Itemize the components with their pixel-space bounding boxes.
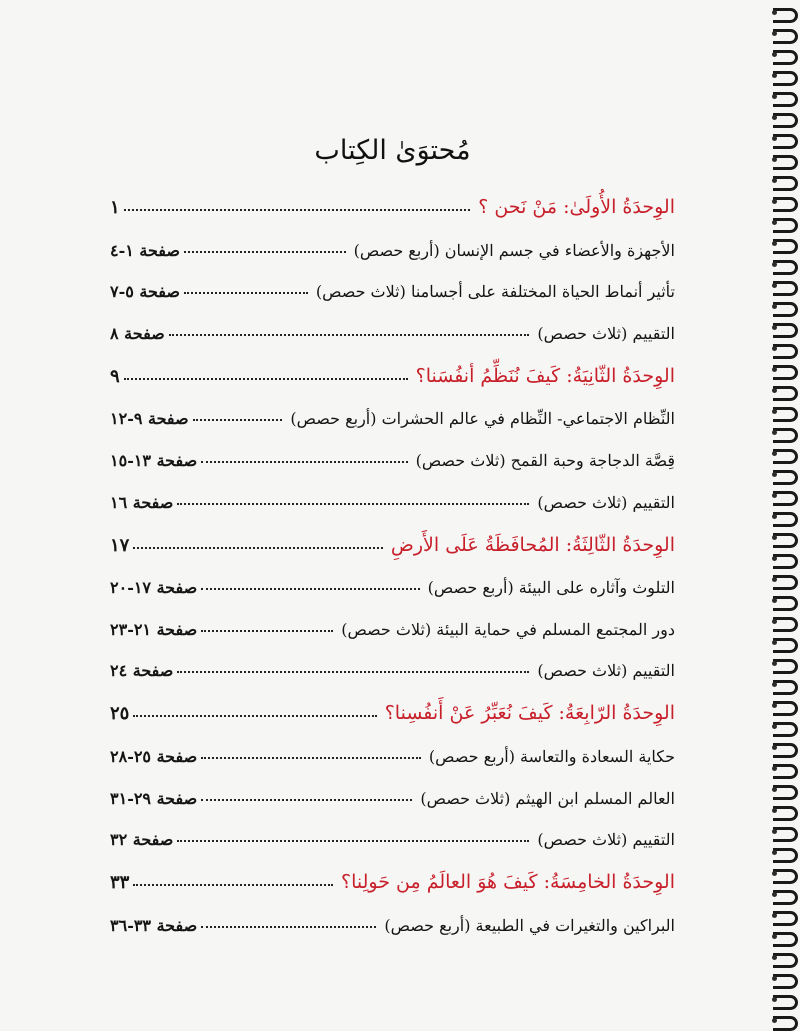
punch-hole — [772, 10, 777, 15]
coil-loop — [773, 512, 798, 527]
dot-leader — [184, 291, 308, 294]
coil-loop — [773, 827, 798, 842]
punch-hole — [772, 73, 777, 78]
coil-loop — [773, 428, 798, 443]
spiral-coil — [774, 153, 798, 167]
punch-hole — [772, 976, 777, 981]
dot-leader — [177, 839, 529, 842]
toc-entry-title: الوِحدَةُ الثّالِثَةُ: المُحافَظَةُ عَلَى الأَرضِ — [390, 533, 675, 556]
punch-hole — [772, 1018, 777, 1023]
spiral-coil — [774, 405, 798, 419]
punch-hole — [772, 913, 777, 918]
spiral-coil — [774, 489, 798, 503]
toc-lesson-entry[interactable] — [110, 260, 675, 302]
toc-page-number: ٣٣ — [110, 872, 130, 894]
spiral-coil — [774, 804, 798, 818]
toc-entry-title: التقييم (ثلاث حصص) — [537, 830, 675, 850]
toc-entry-title: التقييم (ثلاث حصص) — [537, 492, 675, 512]
punch-hole — [772, 451, 777, 456]
toc-entry-title: العالم المسلم ابن الهيثم (ثلاث حصص) — [420, 788, 675, 808]
punch-hole — [772, 934, 777, 939]
spiral-coil — [774, 195, 798, 209]
coil-loop — [773, 722, 798, 737]
toc-page-number: صفحة ١-٤ — [110, 240, 180, 260]
punch-hole — [772, 346, 777, 351]
toc-page-number: صفحة ٣٣-٣٦ — [110, 915, 198, 935]
punch-hole — [772, 892, 777, 897]
spiral-coil — [774, 636, 798, 650]
spiral-coil — [774, 384, 798, 398]
punch-hole — [772, 598, 777, 603]
spiral-coil — [774, 426, 798, 440]
coil-loop — [773, 932, 798, 947]
spiral-coil — [774, 720, 798, 734]
coil-loop — [773, 260, 798, 275]
punch-hole — [772, 535, 777, 540]
dot-leader — [193, 418, 283, 421]
spiral-coil — [774, 615, 798, 629]
coil-loop — [773, 806, 798, 821]
punch-hole — [772, 514, 777, 519]
coil-loop — [773, 1016, 798, 1031]
toc-page-number: ١٧ — [110, 534, 130, 556]
spiral-coil — [774, 69, 798, 83]
spiral-coil — [774, 48, 798, 62]
punch-hole — [772, 388, 777, 393]
punch-hole — [772, 367, 777, 372]
toc-page-number: صفحة ٢٤ — [110, 661, 174, 681]
spiral-coil — [774, 783, 798, 797]
punch-hole — [772, 661, 777, 666]
coil-loop — [773, 848, 798, 863]
punch-hole — [772, 409, 777, 414]
toc-entry-title: الوِحدَةُ الأُولَىٰ: مَنْ نَحن ؟ — [478, 196, 675, 218]
coil-loop — [773, 386, 798, 401]
toc-entry-title: التقييم (ثلاث حصص) — [537, 323, 675, 343]
spiral-coil — [774, 699, 798, 713]
toc-page-number: ٢٥ — [110, 703, 130, 725]
dot-leader — [133, 714, 376, 717]
coil-loop — [773, 764, 798, 779]
punch-hole — [772, 262, 777, 267]
toc-page-number: صفحة ٢٩-٣١ — [110, 788, 198, 808]
spiral-coil — [774, 279, 798, 293]
punch-hole — [772, 619, 777, 624]
punch-hole — [772, 325, 777, 330]
punch-hole — [772, 829, 777, 834]
coil-loop — [773, 218, 798, 233]
coil-loop — [773, 911, 798, 926]
dot-leader — [177, 670, 529, 673]
punch-hole — [772, 955, 777, 960]
dot-leader — [133, 883, 333, 886]
toc-unit-heading[interactable] — [110, 849, 675, 893]
coil-loop — [773, 995, 798, 1010]
coil-loop — [773, 596, 798, 611]
toc-page-number: صفحة ٩-١٢ — [110, 409, 189, 429]
toc-page-number: ٩ — [110, 365, 120, 387]
spiral-coil — [774, 258, 798, 272]
toc-page-number: صفحة ١٣-١٥ — [110, 450, 198, 470]
spiral-coil — [774, 90, 798, 104]
toc-page-number: ١ — [110, 197, 120, 218]
coil-loop — [773, 638, 798, 653]
dot-leader — [201, 756, 421, 759]
spiral-coil — [774, 237, 798, 251]
toc-lesson-entry[interactable] — [110, 893, 675, 935]
toc-lesson-entry[interactable] — [110, 556, 675, 598]
punch-hole — [772, 745, 777, 750]
coil-loop — [773, 470, 798, 485]
toc-entry-title: التقييم (ثلاث حصص) — [537, 661, 675, 681]
toc-entry-title: الوِحدَةُ الثّانِيَةُ: كَيفَ نُنَظِّمُ أنفُسَنا؟ — [415, 364, 675, 387]
punch-hole — [772, 871, 777, 876]
coil-loop — [773, 659, 798, 674]
coil-loop — [773, 491, 798, 506]
spiral-coil — [774, 300, 798, 314]
spiral-coil — [774, 972, 798, 986]
page-title: مُحتوَىٰ الكِتاب — [314, 135, 471, 166]
spiral-coil — [774, 216, 798, 230]
punch-hole — [772, 577, 777, 582]
punch-hole — [772, 31, 777, 36]
toc-page-number: صفحة ٢١-٢٣ — [110, 619, 198, 639]
spiral-coil — [774, 846, 798, 860]
coil-loop — [773, 953, 798, 968]
dot-leader — [201, 587, 419, 590]
spiral-coil — [774, 573, 798, 587]
spiral-coil — [774, 447, 798, 461]
punch-hole — [772, 997, 777, 1002]
punch-hole — [772, 304, 777, 309]
coil-loop — [773, 239, 798, 254]
toc-unit-heading[interactable] — [110, 343, 675, 387]
toc-lesson-entry[interactable] — [110, 470, 675, 512]
coil-loop — [773, 71, 798, 86]
punch-hole — [772, 94, 777, 99]
coil-loop — [773, 197, 798, 212]
coil-loop — [773, 554, 798, 569]
toc-lesson-entry[interactable] — [110, 218, 675, 260]
coil-loop — [773, 92, 798, 107]
coil-loop — [773, 617, 798, 632]
coil-loop — [773, 323, 798, 338]
punch-hole — [772, 283, 777, 288]
toc-page-number: صفحة ٨ — [110, 323, 165, 343]
spiral-coil — [774, 951, 798, 965]
punch-hole — [772, 241, 777, 246]
punch-hole — [772, 472, 777, 477]
coil-loop — [773, 29, 798, 44]
toc-entry-title: البراكين والتغيرات في الطبيعة (أربع حصص) — [384, 915, 675, 935]
dot-leader — [201, 460, 407, 463]
coil-loop — [773, 449, 798, 464]
spiral-coil — [774, 531, 798, 545]
coil-loop — [773, 281, 798, 296]
coil-loop — [773, 176, 798, 191]
toc-page-number: صفحة ١٦ — [110, 492, 174, 512]
spiral-coil — [774, 867, 798, 881]
coil-loop — [773, 134, 798, 149]
coil-loop — [773, 869, 798, 884]
spiral-coil — [774, 594, 798, 608]
toc-entry-title: حكاية السعادة والتعاسة (أربع حصص) — [428, 746, 675, 766]
spiral-binding — [772, 0, 800, 1030]
spiral-coil — [774, 132, 798, 146]
spiral-coil — [774, 741, 798, 755]
spiral-coil — [774, 342, 798, 356]
punch-hole — [772, 556, 777, 561]
coil-loop — [773, 113, 798, 128]
spiral-coil — [774, 888, 798, 902]
toc-unit-heading[interactable] — [110, 512, 675, 556]
spiral-coil — [774, 1014, 798, 1028]
punch-hole — [772, 766, 777, 771]
spiral-coil — [774, 762, 798, 776]
punch-hole — [772, 199, 777, 204]
toc-entry-title: تأثير أنماط الحياة المختلفة على أجسامنا (ثلاث حصص) — [315, 282, 675, 302]
toc-lesson-entry[interactable] — [110, 639, 675, 681]
toc-entry-title: قِصَّة الدجاجة وحبة القمح (ثلاث حصص) — [415, 450, 675, 470]
dot-leader — [184, 250, 346, 253]
spiral-coil — [774, 6, 798, 20]
dot-leader — [177, 502, 529, 505]
dot-leader — [124, 208, 471, 211]
spiral-coil — [774, 930, 798, 944]
dot-leader — [133, 546, 383, 549]
spiral-coil — [774, 993, 798, 1007]
spiral-coil — [774, 468, 798, 482]
toc-entry-title: الوِحدَةُ الخامِسَةُ: كَيفَ هُوَ العالَمُ مِن حَولِنا؟ — [341, 871, 675, 894]
toc-entry-title: النِّظام الاجتماعي- النِّظام في عالم الحشرات (أربع حصص) — [290, 409, 675, 429]
table-of-contents — [110, 130, 675, 935]
toc-lesson-entry[interactable] — [110, 808, 675, 850]
dot-leader — [201, 798, 412, 801]
dot-leader — [201, 925, 376, 928]
punch-hole — [772, 178, 777, 183]
coil-loop — [773, 680, 798, 695]
toc-unit-heading[interactable] — [110, 680, 675, 724]
punch-hole — [772, 115, 777, 120]
coil-loop — [773, 974, 798, 989]
toc-page-number: صفحة ٣٢ — [110, 830, 174, 850]
punch-hole — [772, 787, 777, 792]
toc-lesson-entry[interactable] — [110, 301, 675, 343]
punch-hole — [772, 220, 777, 225]
toc-lesson-entry[interactable] — [110, 766, 675, 808]
coil-loop — [773, 344, 798, 359]
dot-leader — [124, 377, 408, 380]
toc-lesson-entry[interactable] — [110, 724, 675, 766]
spiral-coil — [774, 825, 798, 839]
coil-loop — [773, 407, 798, 422]
spiral-coil — [774, 363, 798, 377]
punch-hole — [772, 157, 777, 162]
coil-loop — [773, 8, 798, 23]
toc-page-number: صفحة ١٧-٢٠ — [110, 578, 198, 598]
toc-page-number: صفحة ٢٥-٢٨ — [110, 746, 198, 766]
toc-lesson-entry[interactable] — [110, 387, 675, 429]
spiral-coil — [774, 27, 798, 41]
punch-hole — [772, 703, 777, 708]
toc-unit-heading[interactable] — [110, 174, 675, 218]
coil-loop — [773, 50, 798, 65]
punch-hole — [772, 493, 777, 498]
coil-loop — [773, 743, 798, 758]
punch-hole — [772, 682, 777, 687]
coil-loop — [773, 890, 798, 905]
dot-leader — [201, 629, 333, 632]
toc-lesson-entry[interactable] — [110, 428, 675, 470]
coil-loop — [773, 701, 798, 716]
punch-hole — [772, 640, 777, 645]
toc-entry-title: دور المجتمع المسلم في حماية البيئة (ثلاث حصص) — [341, 619, 675, 639]
coil-loop — [773, 533, 798, 548]
punch-hole — [772, 430, 777, 435]
coil-loop — [773, 155, 798, 170]
spiral-coil — [774, 174, 798, 188]
coil-loop — [773, 785, 798, 800]
spiral-coil — [774, 510, 798, 524]
dot-leader — [169, 333, 530, 336]
punch-hole — [772, 808, 777, 813]
spiral-coil — [774, 111, 798, 125]
spiral-coil — [774, 552, 798, 566]
punch-hole — [772, 136, 777, 141]
spiral-coil — [774, 909, 798, 923]
punch-hole — [772, 724, 777, 729]
coil-loop — [773, 575, 798, 590]
coil-loop — [773, 302, 798, 317]
spiral-coil — [774, 321, 798, 335]
toc-page-number: صفحة ٥-٧ — [110, 282, 180, 302]
spiral-coil — [774, 657, 798, 671]
toc-entry-title: الأجهزة والأعضاء في جسم الإنسان (أربع حصص) — [353, 240, 675, 260]
coil-loop — [773, 365, 798, 380]
toc-lesson-entry[interactable] — [110, 597, 675, 639]
punch-hole — [772, 52, 777, 57]
toc-entry-title: التلوث وآثاره على البيئة (أربع حصص) — [427, 578, 675, 598]
spiral-coil — [774, 678, 798, 692]
toc-entry-title: الوِحدَةُ الرّابِعَةُ: كَيفَ نُعَبِّرُ عَنْ أَنفُسِنا؟ — [384, 702, 675, 725]
punch-hole — [772, 850, 777, 855]
